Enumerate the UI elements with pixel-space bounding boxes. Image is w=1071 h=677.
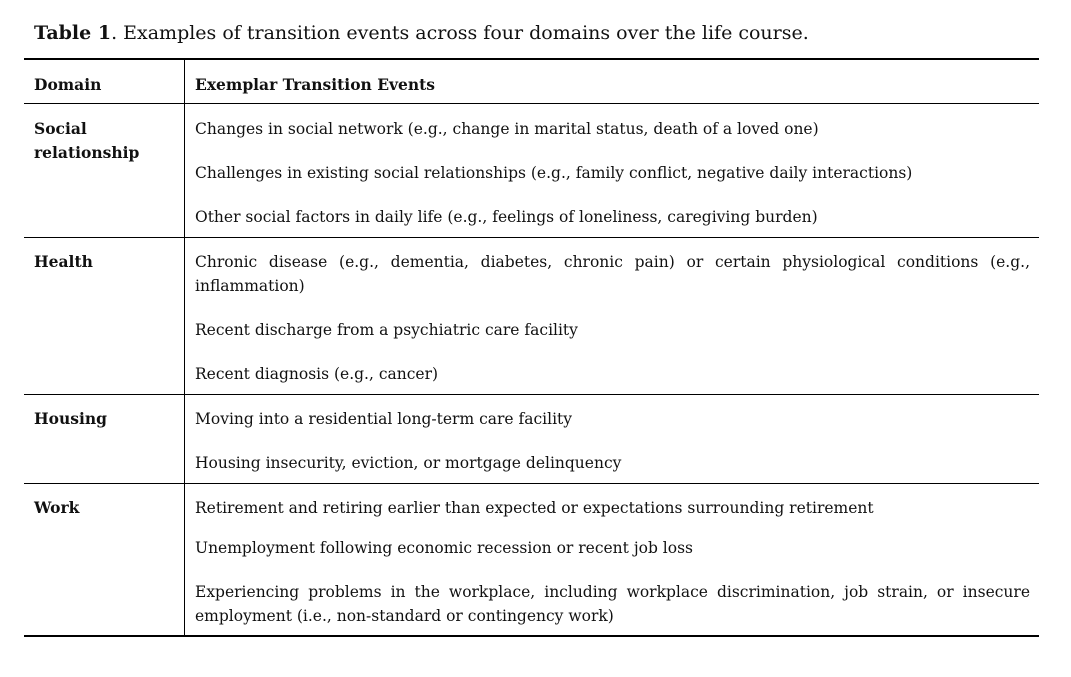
event-cell: Changes in social network (e.g., change in marital status, death of a loved one) bbox=[195, 120, 819, 138]
event-cell: Recent diagnosis (e.g., cancer) bbox=[195, 365, 439, 383]
header-events: Exemplar Transition Events bbox=[195, 75, 436, 94]
header-domain: Domain bbox=[34, 75, 102, 94]
bottom-rule bbox=[24, 635, 1039, 637]
top-rule bbox=[24, 58, 1039, 60]
event-cell: Moving into a residential long-term care facility bbox=[195, 410, 573, 428]
domain-health: Health bbox=[34, 252, 93, 271]
row-divider bbox=[24, 394, 1039, 395]
event-cell: Chronic disease (e.g., dementia, diabetes, chronic pain) or certain physiological conditions (e.g., inflammation) bbox=[195, 253, 1030, 295]
domain-work: Work bbox=[34, 498, 80, 517]
header-rule bbox=[24, 103, 1039, 104]
row-divider bbox=[24, 237, 1039, 238]
row-divider bbox=[24, 483, 1039, 484]
domain-housing: Housing bbox=[34, 409, 107, 428]
event-cell: Challenges in existing social relationships (e.g., family conflict, negative daily interactions) bbox=[195, 164, 913, 182]
event-cell: Recent discharge from a psychiatric care facility bbox=[195, 321, 578, 339]
column-divider bbox=[184, 58, 185, 636]
table-caption-label: Table 1 bbox=[34, 22, 112, 44]
event-cell: Experiencing problems in the workplace, including workplace discrimination, job strain, or insecure employment (i.e., non-standard or contingency work) bbox=[195, 583, 1030, 625]
domain-social-relationship: Social relationship bbox=[34, 119, 140, 162]
table-caption-text: . Examples of transition events across four domains over the life course. bbox=[111, 22, 809, 44]
event-cell: Other social factors in daily life (e.g., feelings of loneliness, caregiving burden) bbox=[195, 208, 818, 226]
event-cell: Housing insecurity, eviction, or mortgage delinquency bbox=[195, 454, 622, 472]
event-cell: Retirement and retiring earlier than expected or expectations surrounding retirement bbox=[195, 499, 874, 517]
event-cell: Unemployment following economic recession or recent job loss bbox=[195, 539, 693, 557]
table-caption bbox=[34, 20, 809, 46]
